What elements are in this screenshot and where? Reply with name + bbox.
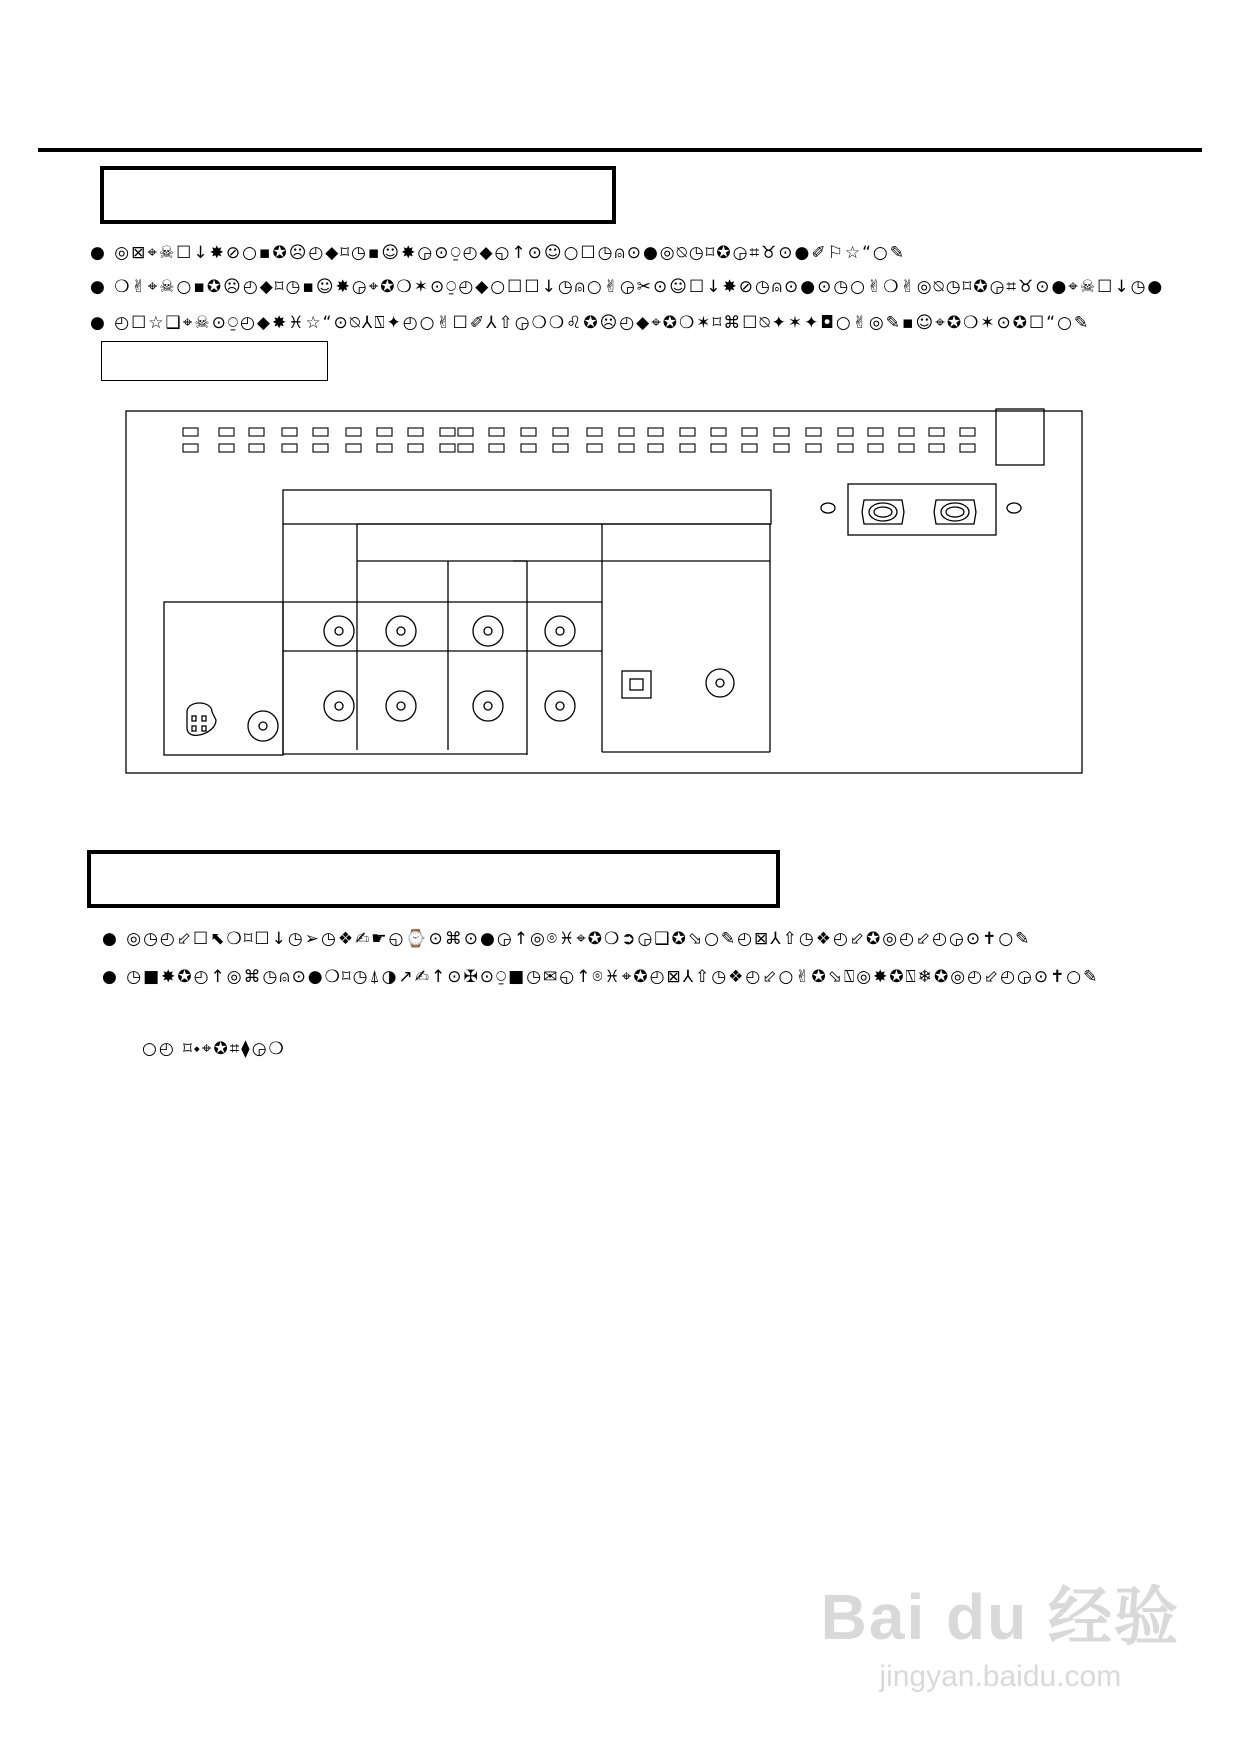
vga-port-b-icon (934, 500, 976, 524)
section2-bullet-2: ● ◷■✸✪◴↑◎⌘◷⍝⊙●❍⌑◷⍋◑↗✍↑⊙✠⊙⍜■◷✉◵↑⌾♓⌖✪◴⊠⅄⇧◷❖◴⬃○✌✪⬂⍂◎✸✪⍂❄✪◎◴⬃◴◶⊙✝○✎ (102, 967, 1100, 987)
watermark (821, 1566, 1180, 1694)
s-video-port-icon (187, 703, 216, 735)
vga-screw-left (821, 503, 835, 513)
rca-jack-icon (324, 616, 575, 646)
section1-bullet-3: ● ◴☐☆❑⌖☠⊙⍜◴◆✸♓☆“⊙⍉⅄⍂✦◴○✌☐✐⅄⇧◶❍❍♌✪☹◴◆⌖✪❍✶⌑⌘☐⍉✦✶✦◘○✌◎✎▪☺⌖✪❍✶⊙✪☐“○✎ (90, 313, 1091, 333)
section2-heading-box (87, 850, 780, 908)
vga-screw-right (1007, 503, 1021, 513)
panel-outline (126, 411, 1082, 773)
section1-bullet-1: ● ◎⊠⌖☠☐↓✸⊘○▪✪☹◴◆⌑◷▪☺✸◶⊙⍜◴◆◵↑⊙☺○☐◷⍝⊙●◎⍉◷⌑✪◶⌗♉⊙●✐⚐☆“○✎ (90, 243, 906, 263)
section2-footer-note: ○◴ ⌑⬩⌖✪⌗⧫◶❍ (142, 1039, 286, 1059)
pin-row (183, 428, 975, 452)
rca-jack-icon (324, 691, 575, 721)
section1-bullet-2: ● ❍✌⌖☠○▪✪☹◴◆⌑◷▪☺✸◶⌖✪❍✶⊙⍜◴◆○☐☐↓◷⍝○✌◶✂⊙☺☐↓✸⊘◷⍝⊙●⊙◷○✌❍✌◎⍉◷⌑✪◶⌗♉⊙●⌖☠☐↓◷● (90, 277, 1165, 297)
table-header-row (283, 490, 771, 524)
coaxial-jack-icon (706, 669, 734, 697)
section2-bullet-1: ● ◎◷◴⬃☐⬉❍⌑☐↓◷➢◷❖✍☛◵⌚⊙⌘⊙●◶↑◎⌾♓⌖✪❍➲◶❑✪⬂○✎◴⊠⅄⇧◷❖◴⬃✪◎◴⬃◴◶⊙✝○✎ (102, 929, 1032, 949)
watermark-url: jingyan.baidu.com (879, 1660, 1122, 1693)
vga-port-a-icon (862, 500, 904, 524)
rca-jack-icon (248, 711, 278, 741)
left-connector-box (164, 602, 283, 755)
optical-port-icon (622, 671, 651, 698)
panel-corner-block (996, 409, 1044, 465)
watermark-brand: Bai du 经验 (820, 1581, 1180, 1653)
